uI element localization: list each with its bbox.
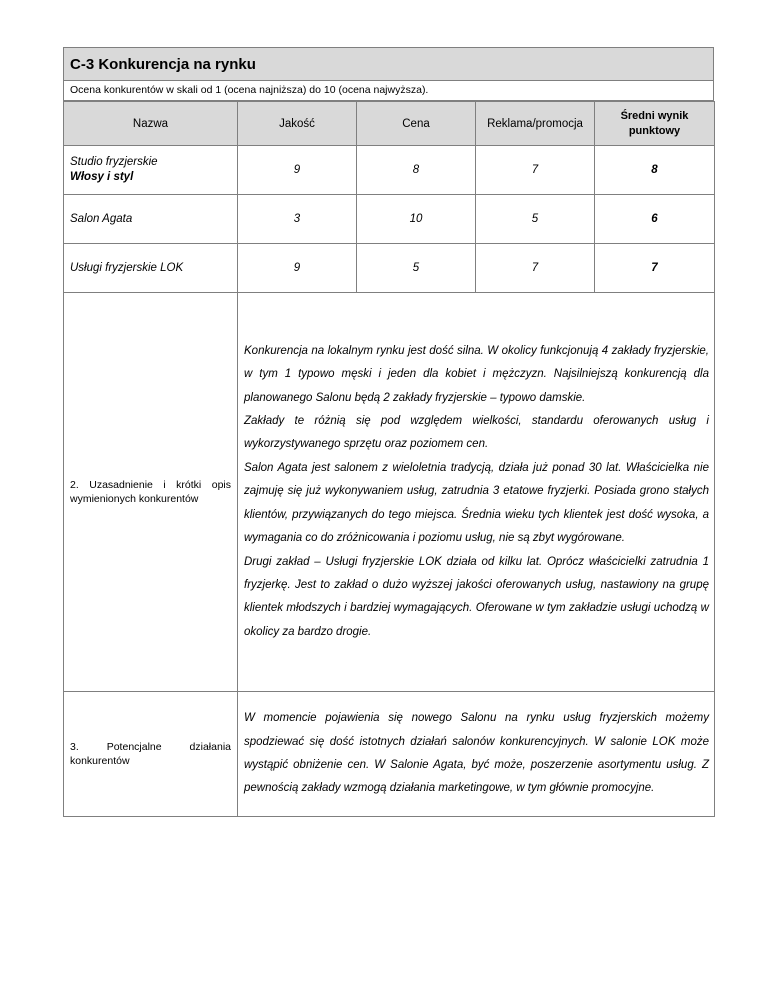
potential-actions-row bbox=[64, 692, 715, 817]
quality-cell: 3 bbox=[238, 195, 357, 244]
justification-row bbox=[64, 293, 715, 692]
competition-section bbox=[63, 47, 714, 817]
justification-paragraph: Drugi zakład – Usługi fryzjerskie LOK działa od kilku lat. Oprócz właścicielki zatrudnia 1 fryzjerkę. Jest to zakład o dużo wyższej jakości oferowanych usług, nastawiony na grupę klientek młodszych i bardziej wymagających. Oferowane w tym zakładzie usługi uchodzą w okolicy za bardzo drogie. bbox=[244, 555, 709, 638]
competitor-name-sub: Włosy i styl bbox=[70, 171, 134, 183]
header-price: Cena bbox=[357, 102, 476, 146]
competitor-name bbox=[64, 146, 238, 195]
competitor-name-line: Studio fryzjerskie bbox=[70, 156, 158, 168]
header-quality: Jakość bbox=[238, 102, 357, 146]
promotion-cell: 5 bbox=[476, 195, 595, 244]
potential-actions-text: W momencie pojawienia się nowego Salonu na rynku usług fryzjerskich możemy spodziewać się dość istotnych działań salonów konkurencyjnych. W salonie LOK może wystąpić obniżenie cen. W Salonie Agata, być może, poszerzenie asortymentu usług. Z pewnością zakłady wzmogą działania marketingowe, w tym głównie promocyjne. bbox=[238, 692, 715, 817]
price-cell: 5 bbox=[357, 244, 476, 293]
section-title: C-3 Konkurencja na rynku bbox=[63, 47, 714, 81]
justification-paragraph: Konkurencja na lokalnym rynku jest dość silna. W okolicy funkcjonują 4 zakłady fryzjerskie, w tym 1 typowo męski i jeden dla kobiet i mężczyzn. Najsilniejszą konkurencją dla planowanego Salonu będą 2 zakłady fryzjerskie – typowo damskie. bbox=[244, 344, 709, 404]
quality-cell: 9 bbox=[238, 146, 357, 195]
table-header-row bbox=[64, 102, 715, 146]
average-score-cell: 8 bbox=[595, 146, 715, 195]
justification-label: 2. Uzasadnienie i krótki opis wymienionych konkurentów bbox=[64, 293, 238, 692]
header-promotion: Reklama/promocja bbox=[476, 102, 595, 146]
justification-paragraph: Zakłady te różnią się pod względem wielkości, standardu oferowanych usług i wykorzystywanego sprzętu oraz poziomem cen. bbox=[244, 415, 709, 451]
price-cell: 8 bbox=[357, 146, 476, 195]
description-table bbox=[63, 293, 715, 817]
table-row bbox=[64, 195, 715, 244]
justification-text bbox=[238, 293, 715, 692]
header-average-score: Średni wynik punktowy bbox=[595, 102, 715, 146]
section-subtitle: Ocena konkurentów w skali od 1 (ocena najniższa) do 10 (ocena najwyższa). bbox=[63, 81, 714, 101]
promotion-cell: 7 bbox=[476, 244, 595, 293]
price-cell: 10 bbox=[357, 195, 476, 244]
average-score-cell: 7 bbox=[595, 244, 715, 293]
header-name: Nazwa bbox=[64, 102, 238, 146]
competitor-name: Usługi fryzjerskie LOK bbox=[64, 244, 238, 293]
competitor-name: Salon Agata bbox=[64, 195, 238, 244]
table-row bbox=[64, 244, 715, 293]
table-row bbox=[64, 146, 715, 195]
competitors-table bbox=[63, 101, 715, 293]
justification-paragraph: Salon Agata jest salonem z wieloletnia tradycją, działa już ponad 30 lat. Właścicielka nie zajmuję się już wykonywaniem usług, zatrudnia 3 etatowe fryzjerki. Posiada grono stałych klientów, przywiązanych do tego miejsca. Średnia wieku tych klientek jest dość wysoka, a wymagania co do zróżnicowania i poziomu usług, nie są zbyt wygórowane. bbox=[244, 461, 709, 545]
average-score-cell: 6 bbox=[595, 195, 715, 244]
potential-actions-label: 3. Potencjalne działania konkurentów bbox=[64, 692, 238, 817]
quality-cell: 9 bbox=[238, 244, 357, 293]
promotion-cell: 7 bbox=[476, 146, 595, 195]
